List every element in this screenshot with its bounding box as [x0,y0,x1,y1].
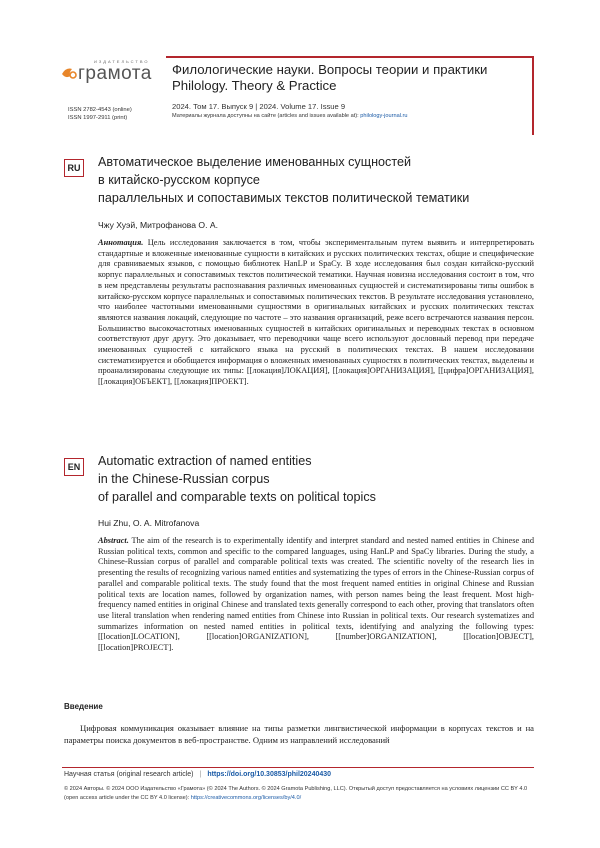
journal-title [172,62,528,94]
journal-title-ru: Филологические науки. Вопросы теории и практики [172,62,488,77]
ru-abstract-text: Цель исследования заключается в том, чтобы экспериментальным путем выявить и интерпретировать стандартные и вложенные именованные сущности в китайских и русских политических текстах, общие и специфические для сравниваемых языков, с помощью библиотек HanLP и SpaCy. В ходе исследования был создан китайско-русский корпус параллельных и сопоставимых текстов политической тематики. Научная новизна исследования состоит в том, что в нем представлены результаты распознавания различных именованных сущностей и систематизированы типы ошибок в китайско-русском корпусе параллельных и сопоставимых политических текстов. В результате исследования установлено, что наиболее частотными именованными сущностями в оригинальных китайских и русских политических текстах являются названия локаций, следующие по частоте – это названия организаций, реже всего встречаются названия персон. Большинство высокочастотных именованных сущностей в китайских оригинальных и переводных текстах в основном соответствуют друг другу. Это доказывает, что переводчики чаще всего используют дословный перевод при передаче именованных сущностей с китайского языка на русский в политических текстах. В нашем исследовании систематизируется и обобщается информация о вложенных именованных сущностях в политических текстах, выделены и проанализированы следующие их типы: [[локация]ЛОКАЦИЯ], [[локация]ОРГАНИЗАЦИЯ], [[цифра]ОРГАНИЗАЦИЯ], [[локация]ОБЪЕКТ], [[локация]ПРОЕКТ]. [98,238,534,387]
intro-heading: Введение [64,702,103,711]
ru-authors: Чжу Хуэй, Митрофанова О. А. [98,220,219,230]
en-authors: Hui Zhu, O. A. Mitrofanova [98,518,200,528]
ru-article-title [98,153,538,207]
copyright-text: © 2024 Авторы. © 2024 ООО Издательство «Грамота» (© 2024 The Authors. © 2024 Gramota Publishing, LLC). Открытый доступ предоставляется на условиях лицензии CC BY 4.0 (open access article under the CC BY 4.0 license): [64,786,528,801]
doi-link[interactable]: https://doi.org/10.30853/phil20240430 [207,771,332,778]
issn-print: ISSN 1997-2911 (print) [68,115,128,121]
footer-separator: | [199,771,202,778]
footer-article-info [64,771,331,778]
ru-abstract-label: Аннотация. [98,238,144,247]
license-link[interactable]: https://creativecommons.org/licenses/by/4.0/ [190,794,302,801]
ru-title-line-2: в китайско-русском корпусе [98,173,260,187]
en-badge: EN [64,458,84,476]
ru-title-line-1: Автоматическое выделение именованных сущностей [98,155,412,169]
journal-title-en: Philology. Theory & Practice [172,78,337,93]
ru-title-line-3: параллельных и сопоставимых текстов политической тематики [98,191,470,205]
ru-badge: RU [64,159,84,177]
en-abstract [98,536,534,654]
logo-caption: ИЗДАТЕЛЬСТВО [94,59,150,64]
footer-divider [62,767,534,768]
issn-online: ISSN 2782-4543 (online) [68,107,132,113]
article-type: Научная статья (original research article) [64,771,194,778]
site-info [172,113,408,119]
issn-block [68,106,132,122]
publisher-logo [58,58,158,98]
en-abstract-text: The aim of the research is to experimentally identify and interpret standard and nested named entities in Chinese and Russian political texts, common and specific to the compared languages, using HanLP and SpaCy libraries. During the study, a Chinese-Russian corpus of parallel and comparable political texts was created. The scientific novelty of the research lies in presenting the results of recognizing various named entities and systematizing the types of errors in the Chinese-Russian corpus of parallel and comparable political texts. The study found that the most frequent named entities in original Chinese and Russian political texts are location names, followed by organization names, with person names being the least frequent. Most high-frequency named entities in original Chinese and translated texts generally correspond to each other, proving that translators often use literal translation when rendering named entities from Chinese into Russian in political texts. Our research systematizes and summarizes information on nested named entities in political texts, identifying and analyzing the following types: [[location]LOCATION], [[location]ORGANIZATION], [[number]ORGANIZATION], [[location]OBJECT], [[location]PROJECT]. [98,536,534,653]
en-article-title [98,452,538,506]
logo-wordmark: грамота [78,63,152,84]
en-title-line-2: in the Chinese-Russian corpus [98,472,270,486]
copyright-notice [64,785,534,802]
en-title-line-1: Automatic extraction of named entities [98,454,312,468]
site-text: Материалы журнала доступны на сайте (articles and issues available at): [172,113,361,119]
intro-paragraph: Цифровая коммуникация оказывает влияние на типы разметки лингвистической информации в корпусах текстов и на параметры поиска документов в веб-пространстве. Одним из направлений исследований [64,723,534,745]
en-abstract-label: Abstract. [98,536,129,545]
ru-abstract [98,238,534,388]
site-link[interactable]: philology-journal.ru [360,113,408,119]
issue-info: 2024. Том 17. Выпуск 9 | 2024. Volume 17. Issue 9 [172,102,346,111]
en-title-line-3: of parallel and comparable texts on political topics [98,490,376,504]
